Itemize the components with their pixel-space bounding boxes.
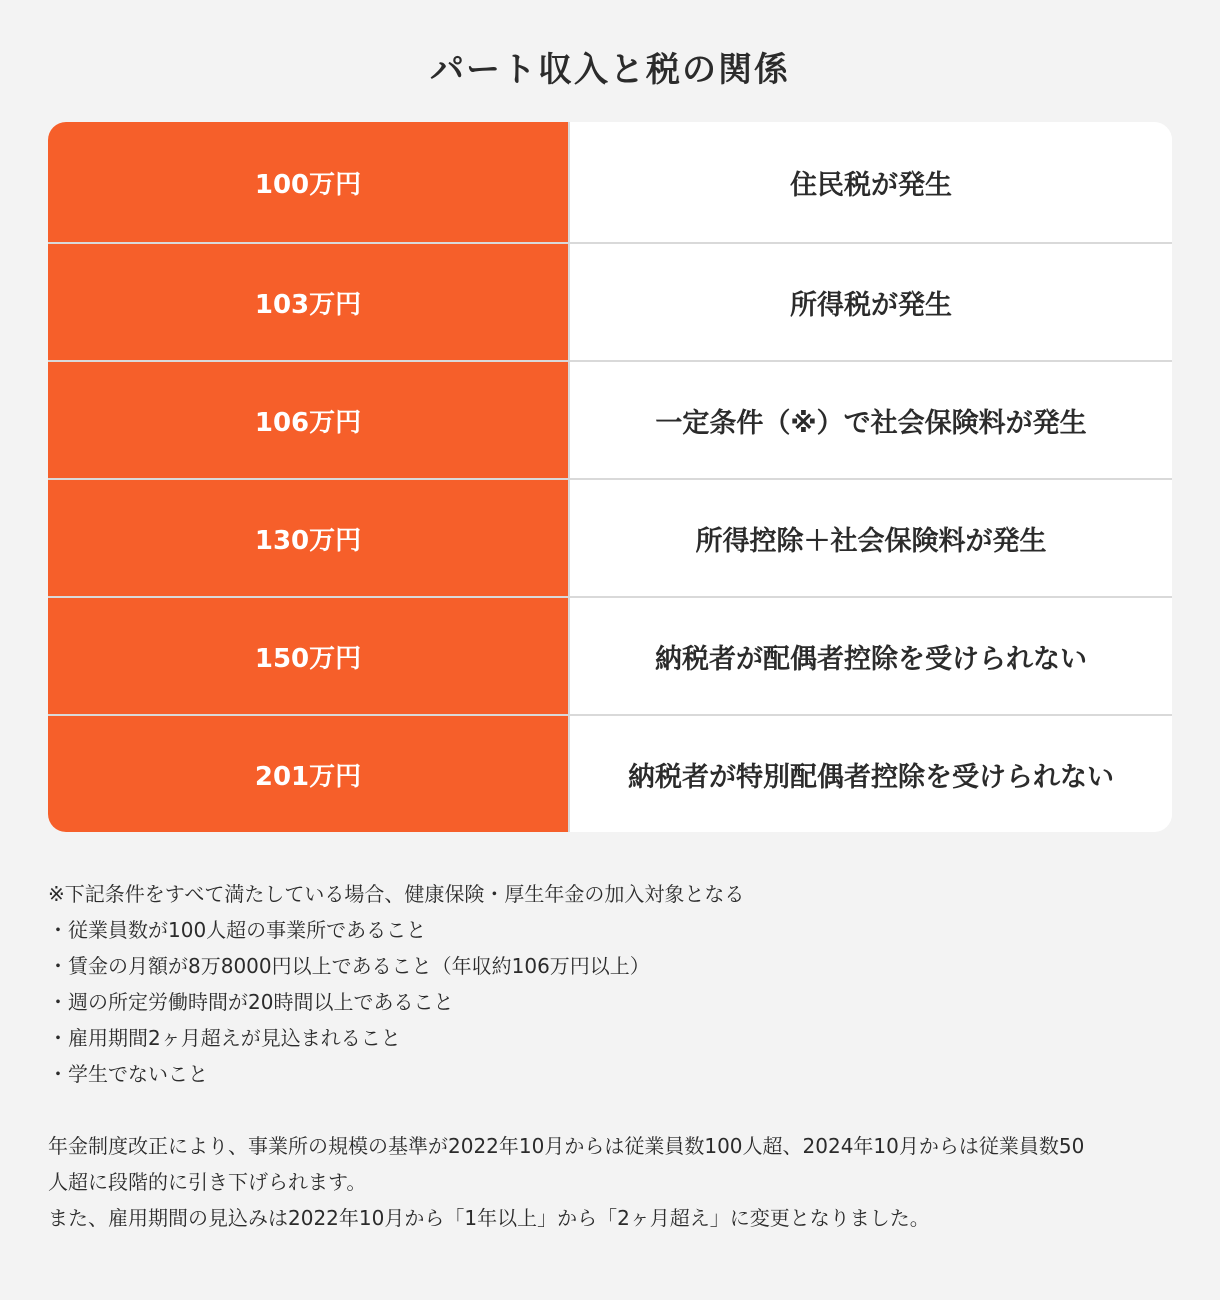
notes-heading: ※下記条件をすべて満たしている場合、健康保険・厚生年金の加入対象となる	[48, 882, 745, 906]
tax-effect-cell: 所得税が発生	[568, 244, 1172, 360]
reform-paragraph	[48, 1128, 1172, 1236]
income-threshold-cell: 106万円	[48, 362, 568, 478]
tax-effect-cell: 所得控除＋社会保険料が発生	[568, 480, 1172, 596]
note-item: ・学生でないこと	[48, 1062, 208, 1086]
tax-effect-cell: 納税者が特別配偶者控除を受けられない	[568, 716, 1172, 832]
paragraph-line: また、雇用期間の見込みは2022年10月から「1年以上」から「2ヶ月超え」に変更となりました。	[48, 1206, 930, 1230]
note-item: ・雇用期間2ヶ月超えが見込まれること	[48, 1026, 401, 1050]
conditions-notes	[48, 876, 1172, 1092]
table-row	[48, 242, 1172, 360]
note-item: ・賃金の月額が8万8000円以上であること（年収約106万円以上）	[48, 954, 650, 978]
note-item: ・従業員数が100人超の事業所であること	[48, 918, 427, 942]
income-threshold-cell: 100万円	[48, 122, 568, 242]
paragraph-line: 年金制度改正により、事業所の規模の基準が2022年10月からは従業員数100人超、2024年10月からは従業員数50	[48, 1134, 1085, 1158]
note-item: ・週の所定労働時間が20時間以上であること	[48, 990, 454, 1014]
page-title: パート収入と税の関係	[430, 50, 790, 90]
table-row	[48, 122, 1172, 242]
tax-effect-cell: 住民税が発生	[568, 122, 1172, 242]
tax-table	[48, 122, 1172, 832]
income-threshold-cell: 103万円	[48, 244, 568, 360]
income-threshold-cell: 201万円	[48, 716, 568, 832]
table-row	[48, 596, 1172, 714]
paragraph-line: 人超に段階的に引き下げられます。	[48, 1170, 367, 1194]
tax-effect-cell: 納税者が配偶者控除を受けられない	[568, 598, 1172, 714]
table-row	[48, 360, 1172, 478]
income-threshold-cell: 150万円	[48, 598, 568, 714]
table-row	[48, 478, 1172, 596]
tax-effect-cell: 一定条件（※）で社会保険料が発生	[568, 362, 1172, 478]
table-row	[48, 714, 1172, 832]
income-threshold-cell: 130万円	[48, 480, 568, 596]
